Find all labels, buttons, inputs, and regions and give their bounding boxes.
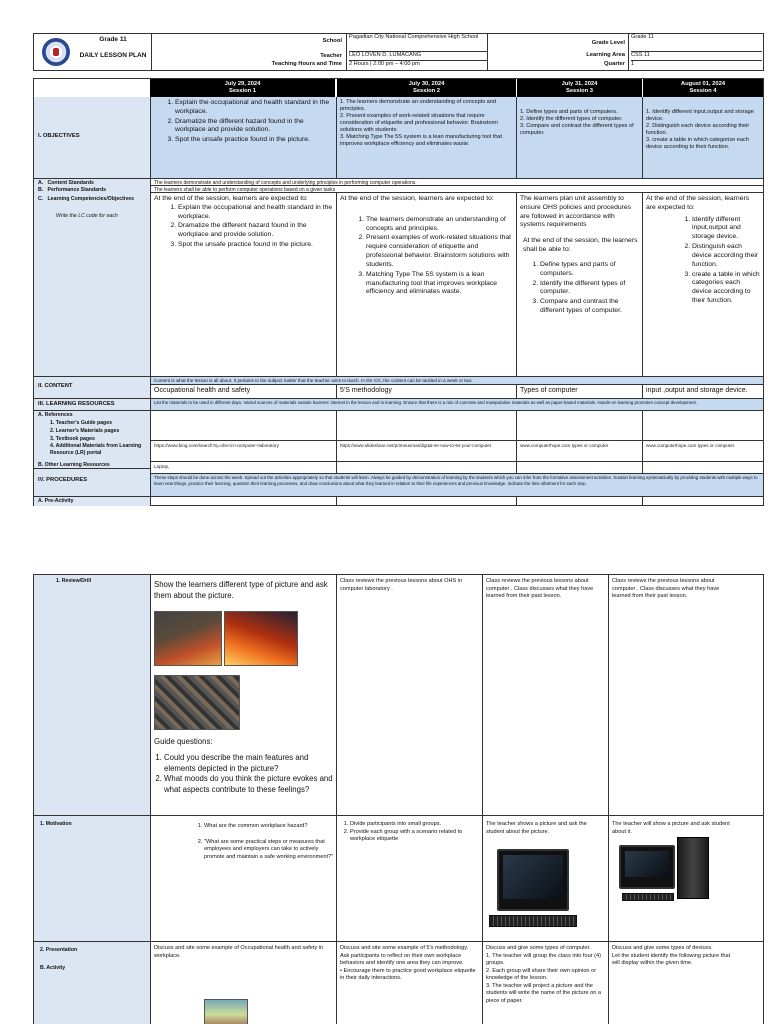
resources-label: III. LEARNING RESOURCES	[38, 401, 115, 407]
motivation-s1: 1. What are the common workplace hazard? 2. "What are some practical steps or measures that employees and employers can take to actively promote and maintain a safe working environment?"	[174, 823, 334, 861]
procedures-label-cell	[34, 469, 150, 497]
motivation-s3: The teacher shows a picture and ask the student about the picture.	[486, 821, 587, 835]
objectives-s2: 1. The learners demonstrate an understanding of concepts and principles. 2. Present examples of work-related situations that require consideration of etiquette and professional behavior. Brainstorm solutions with students. 3. Matching Type The 5S system is a lean manufacturing tool that improves workplace efficiency and eliminates waste.	[336, 97, 516, 179]
school-label: School	[322, 38, 342, 44]
session-3-header: July 31, 2024 Session 3	[516, 79, 642, 97]
content-note: Content is what the lesson is all about. It pertains to the subject matter that the teacher aims to teach. In the CG, the content can be tackled in a week or two.	[150, 377, 763, 385]
content-s2: 5'S methodology	[336, 385, 516, 399]
learning-area-label: Learning Area	[586, 52, 625, 58]
desktop-computer-image	[497, 849, 569, 911]
fire-hazard-photo	[224, 611, 298, 666]
workplace-hazard-photo	[154, 611, 222, 666]
competencies-s4: At the end of the session, learners are expected to: 1. Identify different input,output and storage device. 2. Distinguish each device according their function. 3. create a table in which categories each device according to their function.	[642, 193, 763, 377]
objectives-label-cell	[34, 97, 150, 179]
teacher-label: Teacher	[320, 53, 342, 59]
lesson-plan-header	[33, 33, 764, 71]
competencies-s1: At the end of the session, learners are expected to: 1. Explain the occupational and health standard in the workplace. 2. Dramatize the different hazard found in the workplace and provide solution. 3. Spot the unsafe practice found in the picture.	[150, 193, 336, 377]
content-s4: input ,output and storage device.	[642, 385, 763, 399]
monitor-image	[619, 845, 675, 889]
plan-title: DAILY LESSON PLAN	[79, 52, 147, 59]
teacher-value: LEO LOVEN D. LUMACANG	[349, 52, 487, 61]
grade-title: Grade 11	[99, 36, 127, 43]
keyboard-image-2	[622, 893, 674, 901]
cartoon-workplace-image	[204, 999, 248, 1024]
review-s1: Show the learners different type of picture and ask them about the picture.	[154, 580, 328, 600]
resources-label-cell	[34, 399, 150, 411]
guide-questions-title: Guide questions:	[154, 737, 213, 746]
review-s2: Class reviews the previous lessons about OHS in computer laboratory .	[340, 578, 463, 592]
review-s3: Class reviews the previous lessons about computer . Class discusses what they have learned from their past lesson.	[486, 578, 594, 600]
competencies-label-cell: C. Learning Competencies/Objectives Write the LC code for each	[34, 193, 150, 377]
lesson-table-page1: July 29, 2024 Session 1 July 30, 2024 Session 2 July 31, 2024 Session 3 August 01, 2024 Session 4 I. OBJECTIVES 1. Explain the occupational and health standard in the workplace. 2. Dramatize the different hazard found in the workplace and provide solution. 3. Spot the unsafe practice found in the picture. 1. The learners demonstrate an understanding of concepts and principles. 2. Present examples of work-related situations that require consideration of etiquette and professional behavior. Brainstorm solutions with students. 3. Matching Type The 5S system is a lean manufacturing tool that improves workplace efficiency and eliminates waste. 1. Define types and parts of computers. 2. Identify the different types of computer. 3. Compare and contrast the different types of computer. 1. Identify different input,output and storage device. 2. Distinguish each device according their function. 3. create a table in which categorize each device according to their function. A. Content Standards B. Performance Standards The learners demonstrate and understanding of concepts and underlying principles in performing computer operations. The learners shall be able to perform computer operations based on a given tasks C. Learning Competencies/Objectives Write the LC code for each At the end of the session, learners are expected to: 1. Explain the occupational and health standard in the workplace. 2. Dramatize the different hazard found in the workplace and provide solution. 3. Spot the unsafe practice found in the picture. At the end of the session, learners are expected to: 1. The learners demonstrate an understanding of concepts and principles. 2. Present examples of work-related situations that require consideration of etiquette and professional behavior. Brainstorm solutions with students. 3. Matching Type The 5S system is a lean manufacturing tool that improves workplace efficiency and eliminates waste. The learners plan unit assembly to ensure OHS policies and procedures are followed in accordance with systems requirements At the end of the session, the learners shall be able to: 1. Define types and parts of computers. 2. Identify the different types of computer. 3. Compare and contrast the different types of computer. At the end of the session, learners are expected to: 1. Identify different input,output and storage device. 2. Distinguish each device according their function. 3. create a table in which categories each device according to their function. II. CONTENT Content is what the lesson is all about. It pertains to the subject matter that the teacher aims to teach. In the CG, the content can be tackled in a week or two. Occupational health and safety 5'S methodology Types of computer input ,output and storage device. III. LEARNING RESOURCES List the materials to be used in different days. Varied sources of materials sustain learners' interest in the lesson and in learning. Ensure that there is a mix of concrete and manipulative materials as well as paper-based materials. Hands-on learning promotes concept development. A. References 1. Teacher's Guide pages 2. Learner's Materials pages 3. Textbook pages 4. Additional Materials from Learning Resource (LR) portal B. Other Learning Resources https://www.bing.com/search?q=ohs+in+computer+laboratory https://www.slideshare.net/primeuemar/digital-ss-now-to-5s-your-computer www.computerhope.com types or computer www.computerhope.com types or computer Laptop, IV. PROCEDURES These steps should be done across the week. Spread out the activities appropriately so that students will learn. Always be guided by demonstration of learning by the students which you can infer from the formative assessment activities. Sustain learning systematically by providing students with multiple ways to learn new things, practice their learning, question their learning processes, and draw conclusions about what they learned in relation to their life experiences and previous knowledge. Indicate the time allotment for each step. A. Pre-Activity	[33, 78, 764, 506]
system-unit-image	[677, 837, 709, 899]
lc-code-note: Write the LC code for each	[56, 213, 118, 219]
review-label: 1. Review/Drill	[56, 578, 92, 584]
hours-label: Teaching Hours and Time	[271, 61, 342, 67]
session-1-header: July 29, 2024 Session 1	[150, 79, 335, 97]
school-value: Pagadian City National Comprehensive High School	[349, 34, 487, 52]
motivation-s2: 1. Divide participants into small groups. 2. Provide each group with a scenario related to workplace etiquette	[340, 821, 478, 844]
competencies-s2: At the end of the session, learners are expected to: 1. The learners demonstrate an understanding of concepts and principles. 2. Present examples of work-related situations that require consideration of etiquette and professional behavior. Brainstorm solutions with students. 3. Matching Type The 5S system is a lean manufacturing tool that improves workplace efficiency and eliminates waste.	[336, 193, 516, 377]
activity-label: B. Activity	[40, 965, 66, 971]
pre-activity-label-cell: A. Pre-Activity	[34, 497, 150, 506]
content-label: II. CONTENT	[38, 383, 73, 389]
messy-wires-photo	[154, 675, 240, 730]
objectives-s3: 1. Define types and parts of computers. 2. Identify the different types of computer. 3. Compare and contrast the different types of computer.	[516, 97, 642, 179]
presentation-s1: Discuss and site some example of Occupational health and safety in workplace.	[154, 945, 324, 959]
content-standard: The learners demonstrate and understanding of concepts and underlying principles in performing computer operations.	[150, 179, 763, 186]
grade-level-value: Grade 11	[631, 34, 762, 52]
grade-level-label: Grade Level	[591, 40, 625, 46]
review-s4: Class reviews the previous lessons about computer . Class discusses what they have learned from their past lesson.	[612, 578, 720, 600]
motivation-s4: The teacher will show a picture and ask student about it.	[612, 821, 730, 835]
other-resources-s1: Laptop,	[150, 462, 336, 474]
references-label-cell: A. References 1. Teacher's Guide pages 2. Learner's Materials pages 3. Textbook pages 4. Additional Materials from Learning Resource (LR) portal B. Other Learning Resources	[34, 411, 150, 469]
guide-questions-list: 1. Could you describe the main features and elements depicted in the picture? 2. What moods do you think the picture evokes and what aspects contribute to these feelings?	[154, 753, 338, 795]
objectives-s4: 1. Identify different input,output and storage device. 2. Distinguish each device according their function. 3. create a table in which categorize each device according to their function.	[642, 97, 763, 179]
lesson-table-page2	[33, 574, 764, 1024]
objectives-label: I. OBJECTIVES	[38, 133, 80, 139]
link-s2[interactable]: https://www.slideshare.net/primeuemar/digital-ss-now-to-5s-your-computer	[336, 441, 516, 462]
session-4-header: August 01, 2024 Session 4	[642, 79, 763, 97]
header-logo-cell	[34, 34, 152, 70]
procedures-note: These steps should be done across the week. Spread out the activities appropriately so that students will learn. Always be guided by demonstration of learning by the students which you can infer from the formative assessment activities. Sustain learning systematically by providing students with multiple ways to learn new things, practice their learning, question their learning processes, and draw conclusions about what they learned in relation to their life experiences and previous knowledge. Indicate the time allotment for each step.	[150, 474, 763, 497]
resources-note: List the materials to be used in different days. Varied sources of materials sustain learners' interest in the lesson and in learning. Ensure that there is a mix of concrete and manipulative materials as well as paper-based materials. Hands-on learning promotes concept development.	[150, 399, 763, 411]
motivation-label: 1. Motivation	[40, 821, 72, 827]
presentation-s2: Discuss and site some example of 5's methodology. Ask participants to reflect on their own workplace behaviors and identify one area they can improve. • Encourage them to practice good workplace etiquette in their daily interactions.	[340, 945, 476, 982]
quarter-value: 1	[631, 61, 635, 67]
link-s1[interactable]: https://www.bing.com/search?q=ohs+in+computer+laboratory	[150, 441, 336, 462]
link-s3[interactable]: www.computerhope.com types or computer	[516, 441, 642, 462]
procedures-label: IV. PROCEDURES	[38, 477, 88, 483]
performance-standard: The learners shall be able to perform computer operations based on a given tasks	[150, 186, 763, 193]
content-s1: Occupational health and safety	[150, 385, 336, 399]
link-s4[interactable]: www.computerhope.com types or computer	[642, 441, 763, 462]
keyboard-image	[489, 915, 577, 927]
deped-seal-icon	[42, 38, 70, 66]
hours-value: 2 Hours | 2:00 pm – 4:00 pm	[349, 61, 420, 67]
content-s3: Types of computer	[516, 385, 642, 399]
content-label-cell	[34, 377, 150, 399]
session-2-header: July 30, 2024 Session 2	[336, 79, 516, 97]
presentation-s3: Discuss and give some types of computer. 1. The teacher will group the class into four (4) groups. 2. Each group will share their own opinion or knowledge of the lesson. 3. The teacher will project a picture and the students will write the name of the picture on a piece of paper.	[486, 945, 602, 1004]
learning-area-value: CSS 11	[631, 52, 762, 61]
quarter-label: Quarter	[604, 61, 625, 67]
presentation-label: 2. Presentation	[40, 947, 78, 953]
presentation-s4: Discuss and give some types of devices. Let the student identify the following picture that will display within the given time.	[612, 945, 731, 967]
competencies-s3: The learners plan unit assembly to ensure OHS policies and procedures are followed in accordance with systems requirements At the end of the session, the learners shall be able to: 1. Define types and parts of computers. 2. Identify the different types of computer. 3. Compare and contrast the different types of computer.	[516, 193, 642, 377]
objectives-s1: 1. Explain the occupational and health standard in the workplace. 2. Dramatize the different hazard found in the workplace and provide solution. 3. Spot the unsafe practice found in the picture.	[150, 97, 336, 179]
